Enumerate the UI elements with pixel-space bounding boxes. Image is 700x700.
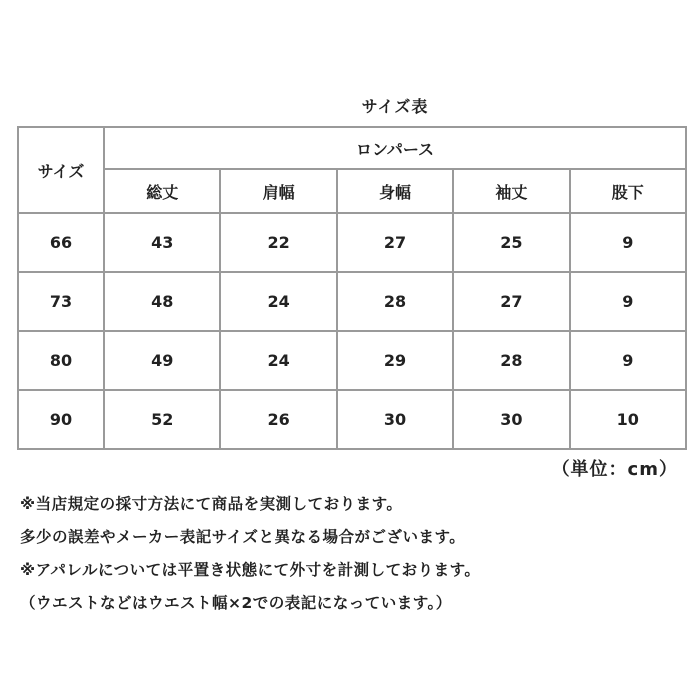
- table-row: [18, 331, 686, 390]
- note-line: 多少の誤差やメーカー表記サイズと異なる場合がございます。: [20, 528, 466, 546]
- size-cell: 66: [18, 213, 104, 272]
- table-row: [18, 390, 686, 449]
- table-cell: 9: [570, 213, 686, 272]
- table-cell: 30: [453, 390, 569, 449]
- size-column-header: サイズ: [18, 127, 104, 213]
- group-header-romper: ロンパース: [104, 127, 686, 169]
- table-cell: 9: [570, 331, 686, 390]
- header-row-group: [18, 127, 686, 169]
- table-cell: 27: [337, 213, 453, 272]
- table-title: サイズ表: [361, 97, 429, 116]
- size-cell: 80: [18, 331, 104, 390]
- table-cell: 27: [453, 272, 569, 331]
- column-header-total-length: 総丈: [104, 169, 220, 213]
- table-cell: 52: [104, 390, 220, 449]
- table-cell: 43: [104, 213, 220, 272]
- note-line: （ウエストなどはウエスト幅×2での表記になっています。）: [20, 594, 452, 612]
- table-cell: 48: [104, 272, 220, 331]
- table-cell: 49: [104, 331, 220, 390]
- table-cell: 10: [570, 390, 686, 449]
- table-cell: 22: [220, 213, 336, 272]
- column-header-body-width: 身幅: [337, 169, 453, 213]
- size-cell: 90: [18, 390, 104, 449]
- table-cell: 28: [453, 331, 569, 390]
- column-header-inseam: 股下: [570, 169, 686, 213]
- table-cell: 24: [220, 272, 336, 331]
- table-cell: 28: [337, 272, 453, 331]
- header-row-measurements: [18, 169, 686, 213]
- notes-block: [20, 488, 685, 620]
- unit-label: （単位：cm）: [551, 459, 678, 480]
- table-row: [18, 213, 686, 272]
- note-line: ※アパレルについては平置き状態にて外寸を計測しております。: [20, 561, 481, 579]
- table-cell: 26: [220, 390, 336, 449]
- table-cell: 9: [570, 272, 686, 331]
- table-cell: 24: [220, 331, 336, 390]
- size-cell: 73: [18, 272, 104, 331]
- table-cell: 29: [337, 331, 453, 390]
- column-header-sleeve-length: 袖丈: [453, 169, 569, 213]
- column-header-shoulder-width: 肩幅: [220, 169, 336, 213]
- note-line: ※当店規定の採寸方法にて商品を実測しております。: [20, 495, 403, 513]
- table-cell: 25: [453, 213, 569, 272]
- table-row: [18, 272, 686, 331]
- size-table: [17, 126, 687, 450]
- table-cell: 30: [337, 390, 453, 449]
